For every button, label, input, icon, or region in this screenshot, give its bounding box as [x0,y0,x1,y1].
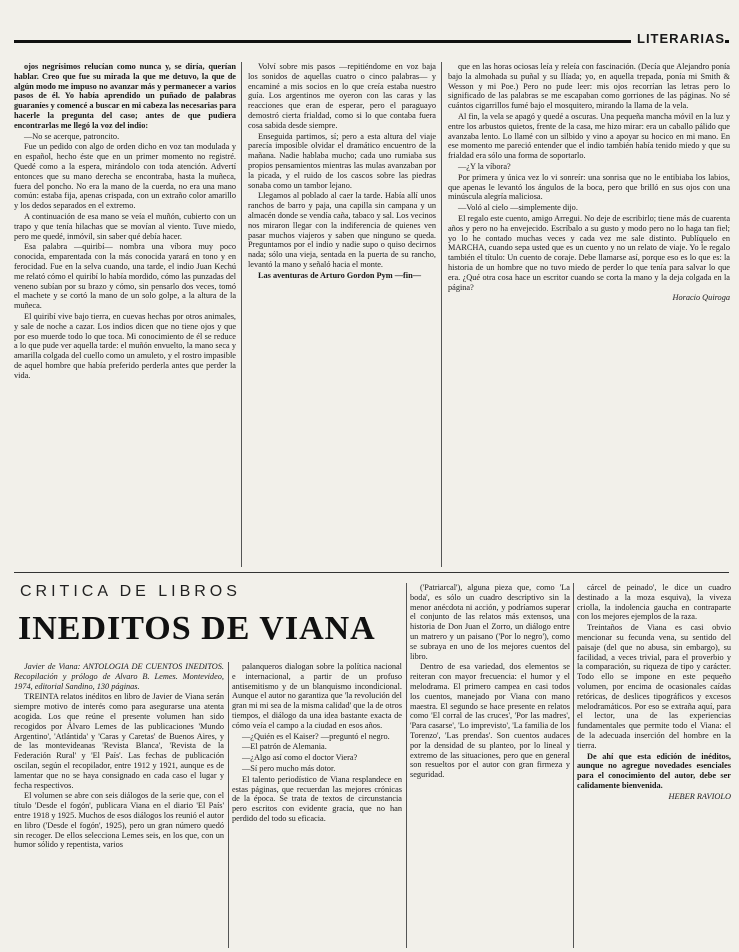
paragraph: De ahí que esta edición de inéditos, aunque no agregue novedades esenciales para el conocimiento del autor, debe ser calidamente bienvenida. [577,751,731,790]
paragraph: Llegamos al poblado al caer la tarde. Había allí unos ranchos de barro y paja, una capilla sin campana y un almacén donde se vendía caña, tabaco y sal. Los vecinos nos miraron llegar con la indiferencia de quienes ven pasar muchos viajeros y saben que ninguno se queda. Preguntamos por el indio y nadie supo o quiso decirnos nada; sólo una vieja, sentada en la puerta de su rancho, levantó la mano y señaló hacia el monte. [248,191,436,269]
author-signature: Horacio Quiroga [672,293,730,303]
book-credit: Javier de Viana: ANTOLOGIA DE CUENTOS INEDITOS. Recopilación y prólogo de Alvaro B. Lemes. Montevideo, 1974, editorial Sandino, 130 páginas. [14,662,224,691]
review-column-4 [577,583,731,948]
paragraph: Las aventuras de Arturo Gordon Pym —fin— [258,270,422,280]
story-column-1 [14,62,236,567]
column-divider [406,583,407,948]
column-divider [228,662,229,948]
paragraph: Treintaños de Viana es casi obvio mencionar su fecunda vena, su sentido del paisaje (del que no abusa, sin embargo), su facilidad, a veces trivial, para el proverbio y la comparación, su riqueza de tipo y carácter. Todo ello se impone en este pequeño volumen, por encima de ocasionales caídas retóricas, de deslices tipográficos y excesos melodramáticos. Por eso se extraña aquí, para el lector, una de las experiencias fundamentales que permite todo el Viana: el de la adecuada inserción del hombre en la tierra. [577,623,731,750]
paragraph: Enseguida partimos, sí; pero a esta altura del viaje parecía imposible olvidar el dramático encuentro de la mañana. Nadie hablaba mucho; cada uno rumiaba sus propios pensamientos mientras las mulas avanzaban por la picada, y el ruido de los cascos sobre las piedras sonaba como un tambor lejano. [248,131,436,190]
paragraph: El talento periodístico de Viana resplandece en estas páginas, que recuerdan las mejores crónicas de la época. Se trata de textos de circunstancia pero escritos con evidente gracia, que no han perdido del todo su eficacia. [232,774,402,823]
paragraph: El volumen se abre con seis diálogos de la serie que, con el título 'Desde el fogón', publicara Viana en el diario 'El País' entre 1918 y 1925. Muchos de esos diálogos los reunió el autor en libro ('Desde el fogón', 1925), pero un gran número quedó sin recoger. De ellos selecciona Lemes seis, en los que, con un humor sólido y repentista, varios [14,791,224,850]
section-header [14,31,729,57]
paragraph: cárcel de peinado', le dice un cuadro destinado a la moza esquiva), la viveza criolla, la indolencia gaucha en contraparte con los mejores ejemplos de la raza. [577,583,731,622]
paragraph: —Voló al cielo —simplemente dijo. [458,203,578,213]
paragraph: TREINTA relatos inéditos en libro de Javier de Viana serán siempre motivo de interés como para asegurarse una atenta acogida. Los que reúne el presente volumen han sido recogidos por Álvaro Lemes de las publicaciones 'Mundo Argentino', 'Atlántida' y 'Caras y Caretas' de Buenos Aires, y de las montevideanas 'Revista Blanca', 'Revista de la Federación Rural' y 'El País'. Las fechas de publicación oscilan, según el recopilador, entre 1912 y 1921, aunque es de lamentar que no se haya consignado en cada caso el lugar y fecha respectivos. [14,692,224,790]
review-kicker: CRITICA DE LIBROS [20,583,241,600]
review-title: INEDITOS DE VIANA [18,610,376,647]
paragraph: —El patrón de Alemania. [242,742,327,752]
section-divider [14,572,729,573]
column-divider [441,62,442,567]
paragraph: Al fin, la vela se apagó y quedé a oscuras. Una pequeña mancha móvil en la luz y entre los arbustos quietos, frente de la casa, me hizo mirar: era un caballo pálido que avanzaba lento. Lo llamé con un silbido y vino a apoyar su hocico en mi mano. En ese momento me pareció entender que el indio también había tenido miedo y que su frialdad era sólo una forma de soportarlo. [448,111,730,161]
paragraph: —Sí pero mucho más dotor. [242,763,336,773]
paragraph: ('Patriarcal'), alguna pieza que, como 'La boda', es sólo un cuadro descriptivo sin la menor anécdota ni acción, y podríamos superar el conjunto de las relatos más extensos, una historia de Don Juan el Zorro, un diálogo entre un matrero y un paisano ('Por lo negro'), como se subraya en uno de los mejores cuentos del libro. [410,583,570,661]
column-divider [241,62,242,567]
story-column-2 [248,62,436,567]
paragraph: —¿Algo así como el doctor Viera? [242,753,358,763]
paragraph: Dentro de esa variedad, dos elementos se reiteran con mayor frecuencia: el humor y el melodrama. El primero campea en casi todos los cuentos, manejado por Viana con mano maestra. El segundo se hace presente en relatos como 'El corral de las cruces', 'Por las madres', 'Para casarse', 'Lo imprevisto', 'La familia de los Torenzo', 'Las prendas'. Son cuentos audaces por la densidad de su planteo, por lo lineal y extremo de las situaciones, pero que en general son resueltos por el autor con gran firmeza y seguridad. [410,662,570,780]
paragraph: Volví sobre mis pasos —repitiéndome en voz baja los sonidos de aquellas cuatro o cinco palabras— y encaminé a mis socios en lo que creía estaba nuestro guía. Los argentinos me oyeron con las caras y las reacciones que eran de esperar, pero el paraguayo demostró cierta frialdad, como si lo que contaba fuera cosa sabida desde siempre. [248,62,436,130]
paragraph: palanqueros dialogan sobre la política nacional e internacional, a partir de un profuso antisemitismo y de un blanquismo incondicional. Aunque el autor no garantiza que 'la revolución del gran mi mi sea de la misma calidad' que la de otros tiempos, el diálogo da una idea bastante exacta de cómo veía el campo a la ciudad en esos años. [232,662,402,730]
paragraph: El quiribí vive bajo tierra, en cuevas hechas por otros animales, y sale de noche a cazar. Los indios dicen que no tiene ojos y que por eso muerde todo lo que toca. Mi conocimiento de él se reduce a lo que pude ver aquella tarde: el muñón envuelto, la mano seca y amarilla colgada del cuello como un amuleto, y el rostro impasible de aquel hombre que había preferido perderla antes que perder la vida. [14,311,236,380]
paragraph: —¿Quién es el Kaiser? —preguntó el negro. [242,731,390,741]
review-column-1 [14,662,224,947]
paragraph: Esa palabra —quiribí— nombra una víbora muy poco conocida, emparentada con la más conocida yarará en tono y en ferocidad. Fue en la selva cuando, una tarde, el indio Juan Kechú me relató cómo el quiribí lo había mordido, cómo las punzadas del veneno subían por su brazo y cómo, sin pensarlo dos veces, tomó el machete y se cortó la mano de un solo golpe, a la altura de la muñeca. [14,242,236,311]
review-column-2 [232,662,402,948]
review-column-3 [410,583,570,948]
paragraph: El regalo este cuento, amigo Arregui. No deje de escribirlo; tiene más de cuarenta años y pero no ha envejecido. Escríbalo a su gusto y modo pero no lo haga tan fiel; yo lo he contado muchas veces y cada vez me sale distinto. Publíquelo en MARCHA, cuando sepa usted que es un cuento y no un relato de viaje. Yo le regalo también el título: Un cuento de coraje. Debe llamarse así, porque eso es lo que es: la historia de un hombre que no tuvo miedo de perder lo que tenía para salvar lo que era. ¿Qué otra cosa hace un escritor cuando se corta la mano y la deja colgada en la página? [448,213,730,292]
reviewer-signature: HEBER RAVIOLO [668,791,731,801]
story-column-3 [448,62,730,567]
paragraph: A continuación de esa mano se veía el muñón, cubierto con un trapo y que tenía hilachas que se movían al viento. Tuve miedo, pero me quedé, inmóvil, sin saber qué debía hacer. [14,211,236,241]
paragraph: Fue un pedido con algo de orden dicho en voz tan modulada y en español, hecho éste que en un primer momento no registré. Quedé como a la espera, mirándolo con toda atención. Advertí entonces que su mano derecha se encontraba, hasta la muñeca, fuera del poncho. No era la mano de la cuerda, no era una mano común: estaba fija, apenas crispada, con un extraño color amarillo y los dedos separados en el extremo. [14,142,236,211]
column-divider [573,583,574,948]
paragraph: ojos negrísimos relucían como nunca y, se diría, querían hablar. Creo que fue su mirada la que me detuvo, la que de algún modo me impuso no avanzar más y permanecer a varios pasos de él. Yo había aprendido un puñado de palabras guaraníes y comencé a buscar en mi cabeza las necesarias para hacerle la pregunta del caso; antes de que pudiera encontrarlas me llegó la voz del indio: [14,62,236,130]
paragraph: que en las horas ociosas leía y releía con fascinación. (Decía que Alejandro ponía bajo la almohada su puñal y su Ilíada; yo, en aquella trepada, ponía mi Smith & Wesson y mi Poe.) Pero no pude leer: mis ojos recorrían las letras pero lo significado de las palabras se me escapaban como gorriones de las páginas. No sé cuántos cigarrillos fumé bajo el mosquitero, mirando la llama de la vela. [448,62,730,111]
section-label: LITERARIAS [631,31,725,46]
paragraph: Por primera y única vez lo vi sonreír: una sonrisa que no le entibiaba los labios, que apenas le levantó los ángulos de la boca, pero que brilló en sus ojos con una minúscula alegría maliciosa. [448,172,730,202]
paragraph: —¿Y la víbora? [458,161,511,171]
paragraph: —No se acerque, patroncito. [24,131,120,141]
